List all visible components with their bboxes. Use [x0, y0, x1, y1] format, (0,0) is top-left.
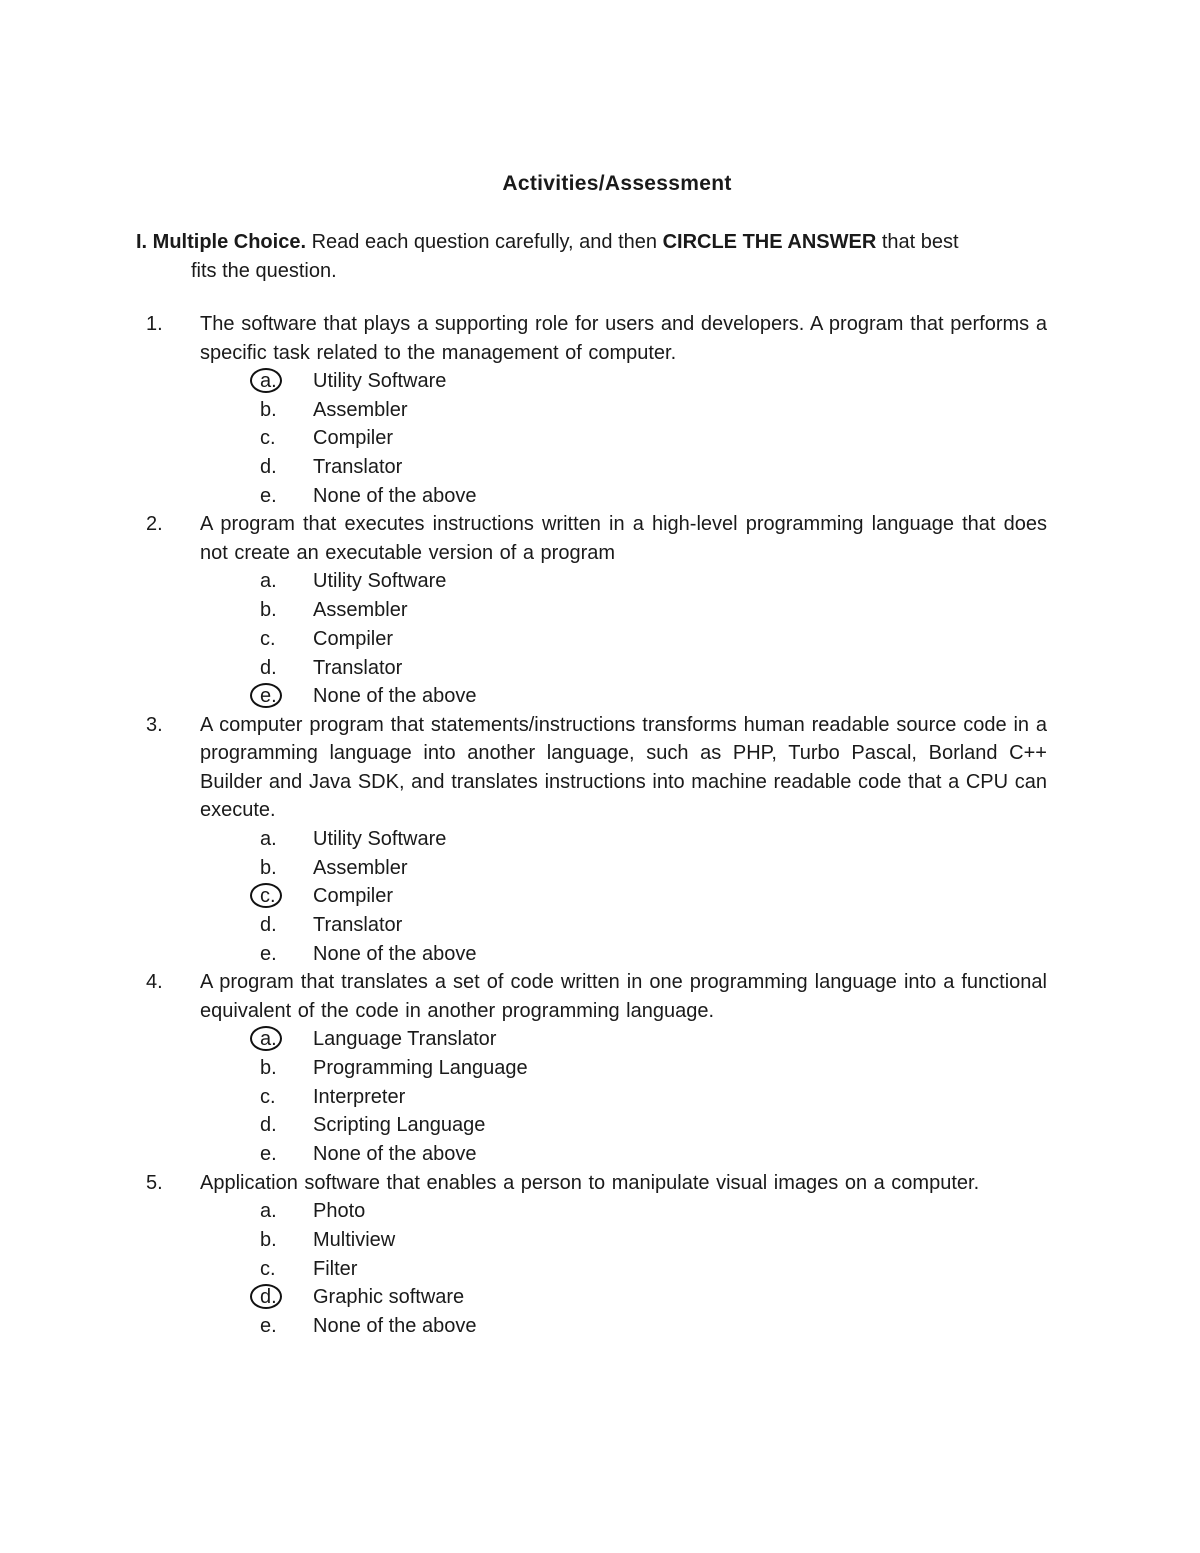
- choice-letter: d.: [260, 656, 277, 679]
- question-number: 5.: [146, 1171, 163, 1194]
- answer-choice[interactable]: [0, 682, 1200, 711]
- page-title: Activities/Assessment: [502, 172, 732, 195]
- choice-letter: b.: [260, 599, 277, 622]
- answer-choice[interactable]: [0, 1226, 1200, 1255]
- choice-text: Interpreter: [313, 1085, 406, 1108]
- answer-choice[interactable]: [0, 654, 1200, 683]
- choice-letter: d.: [260, 913, 277, 936]
- answer-choice[interactable]: [0, 367, 1200, 396]
- instructions-text-after: that best: [876, 231, 959, 253]
- choice-text: Filter: [313, 1257, 358, 1280]
- answer-choice[interactable]: [0, 1083, 1200, 1112]
- choice-text: Translator: [313, 913, 403, 936]
- choice-text: Compiler: [313, 627, 394, 650]
- question-item: [0, 1169, 1200, 1341]
- choice-text: Translator: [313, 656, 403, 679]
- answer-choice[interactable]: [0, 1255, 1200, 1284]
- answer-choice[interactable]: [0, 453, 1200, 482]
- question-number: 1.: [146, 313, 163, 335]
- choice-text: Assembler: [313, 398, 408, 421]
- answer-choice[interactable]: [0, 854, 1200, 883]
- choice-letter: a.: [260, 827, 277, 850]
- choice-text: None of the above: [313, 1143, 477, 1166]
- answer-choice[interactable]: [0, 882, 1200, 911]
- instructions-continuation: fits the question.: [191, 259, 337, 282]
- choice-letter: c.: [260, 427, 276, 450]
- answer-choice[interactable]: [0, 424, 1200, 453]
- choice-text: Utility Software: [313, 570, 447, 593]
- choice-letter: e.: [260, 1143, 277, 1166]
- choice-text: Compiler: [313, 427, 394, 450]
- choice-text: Multiview: [313, 1228, 396, 1251]
- answer-choice[interactable]: [0, 1312, 1200, 1341]
- choice-text: Utility Software: [313, 370, 447, 392]
- choice-text: Compiler: [313, 885, 394, 908]
- choice-letter: c.: [260, 1257, 276, 1280]
- choice-list: [0, 1197, 1200, 1340]
- choice-letter: d.: [260, 1286, 277, 1309]
- choice-text: Assembler: [313, 856, 408, 879]
- choice-letter: a.: [260, 1200, 277, 1223]
- choice-text: Programming Language: [313, 1057, 528, 1079]
- answer-choice[interactable]: [0, 1025, 1200, 1054]
- choice-text: None of the above: [313, 942, 477, 965]
- answer-choice[interactable]: [0, 596, 1200, 625]
- choice-letter: e.: [260, 685, 277, 708]
- choice-text: Photo: [313, 1200, 366, 1223]
- choice-letter: b.: [260, 398, 277, 421]
- choice-letter: a.: [260, 570, 277, 593]
- choice-text: None of the above: [313, 1315, 477, 1337]
- choice-list: [0, 825, 1200, 968]
- choice-letter: c.: [260, 885, 276, 908]
- choice-text: Scripting Language: [313, 1114, 486, 1137]
- answer-choice[interactable]: [0, 940, 1200, 969]
- answer-choice[interactable]: [0, 482, 1200, 511]
- choice-letter: e.: [260, 942, 277, 965]
- question-item: [0, 310, 1200, 510]
- choice-list: [0, 1025, 1200, 1168]
- choice-text: Graphic software: [313, 1286, 465, 1309]
- answer-choice[interactable]: [0, 1111, 1200, 1140]
- question-number: 3.: [146, 713, 163, 736]
- question-item: [0, 968, 1200, 1168]
- question-number: 2.: [146, 513, 163, 536]
- choice-letter: b.: [260, 1057, 277, 1079]
- answer-choice[interactable]: [0, 1140, 1200, 1169]
- question-number: 4.: [146, 971, 163, 994]
- question-text: A computer program that statements/instructions transforms human readable source code in a programming language into another language, such as PHP, Turbo Pascal, Borland C++ Builder and Java SDK, and translates instructions into machine readable code that a CPU can execute.: [200, 713, 1047, 822]
- answer-choice[interactable]: [0, 625, 1200, 654]
- choice-text: None of the above: [313, 685, 477, 708]
- question-text: A program that translates a set of code written in one programming language into a functional equivalent of the code in another programming language.: [200, 971, 1047, 1022]
- choice-letter: a.: [260, 370, 277, 392]
- answer-choice[interactable]: [0, 1197, 1200, 1226]
- choice-text: Assembler: [313, 599, 408, 622]
- choice-text: Translator: [313, 456, 403, 479]
- choice-letter: b.: [260, 856, 277, 879]
- choice-letter: a.: [260, 1028, 277, 1051]
- choice-text: Utility Software: [313, 827, 447, 850]
- answer-choice[interactable]: [0, 825, 1200, 854]
- choice-text: Language Translator: [313, 1028, 497, 1051]
- choice-letter: d.: [260, 1114, 277, 1137]
- answer-choice[interactable]: [0, 1283, 1200, 1312]
- choice-letter: b.: [260, 1228, 277, 1251]
- instructions-text-before: Read each question carefully, and then: [306, 231, 663, 253]
- section-label: I. Multiple Choice.: [136, 231, 307, 253]
- question-item: [0, 711, 1200, 968]
- question-item: [0, 510, 1200, 710]
- question-text: Application software that enables a person to manipulate visual images on a computer.: [200, 1171, 980, 1194]
- choice-letter: c.: [260, 627, 276, 650]
- answer-choice[interactable]: [0, 911, 1200, 940]
- question-list: [0, 310, 1200, 1341]
- answer-choice[interactable]: [0, 396, 1200, 425]
- answer-choice[interactable]: [0, 1054, 1200, 1083]
- answer-choice[interactable]: [0, 567, 1200, 596]
- choice-letter: c.: [260, 1085, 276, 1108]
- choice-letter: e.: [260, 1315, 277, 1337]
- choice-list: [0, 567, 1200, 710]
- choice-list: [0, 367, 1200, 510]
- question-text: The software that plays a supporting role for users and developers. A program that performs a specific task related to the management of computer.: [200, 313, 1047, 364]
- instructions-emphasis: CIRCLE THE ANSWER: [662, 231, 877, 253]
- choice-letter: d.: [260, 456, 277, 479]
- question-text: A program that executes instructions written in a high-level programming language that does not create an executable version of a program: [200, 513, 1047, 564]
- instructions: [136, 228, 1048, 285]
- choice-text: None of the above: [313, 484, 477, 507]
- choice-letter: e.: [260, 484, 277, 507]
